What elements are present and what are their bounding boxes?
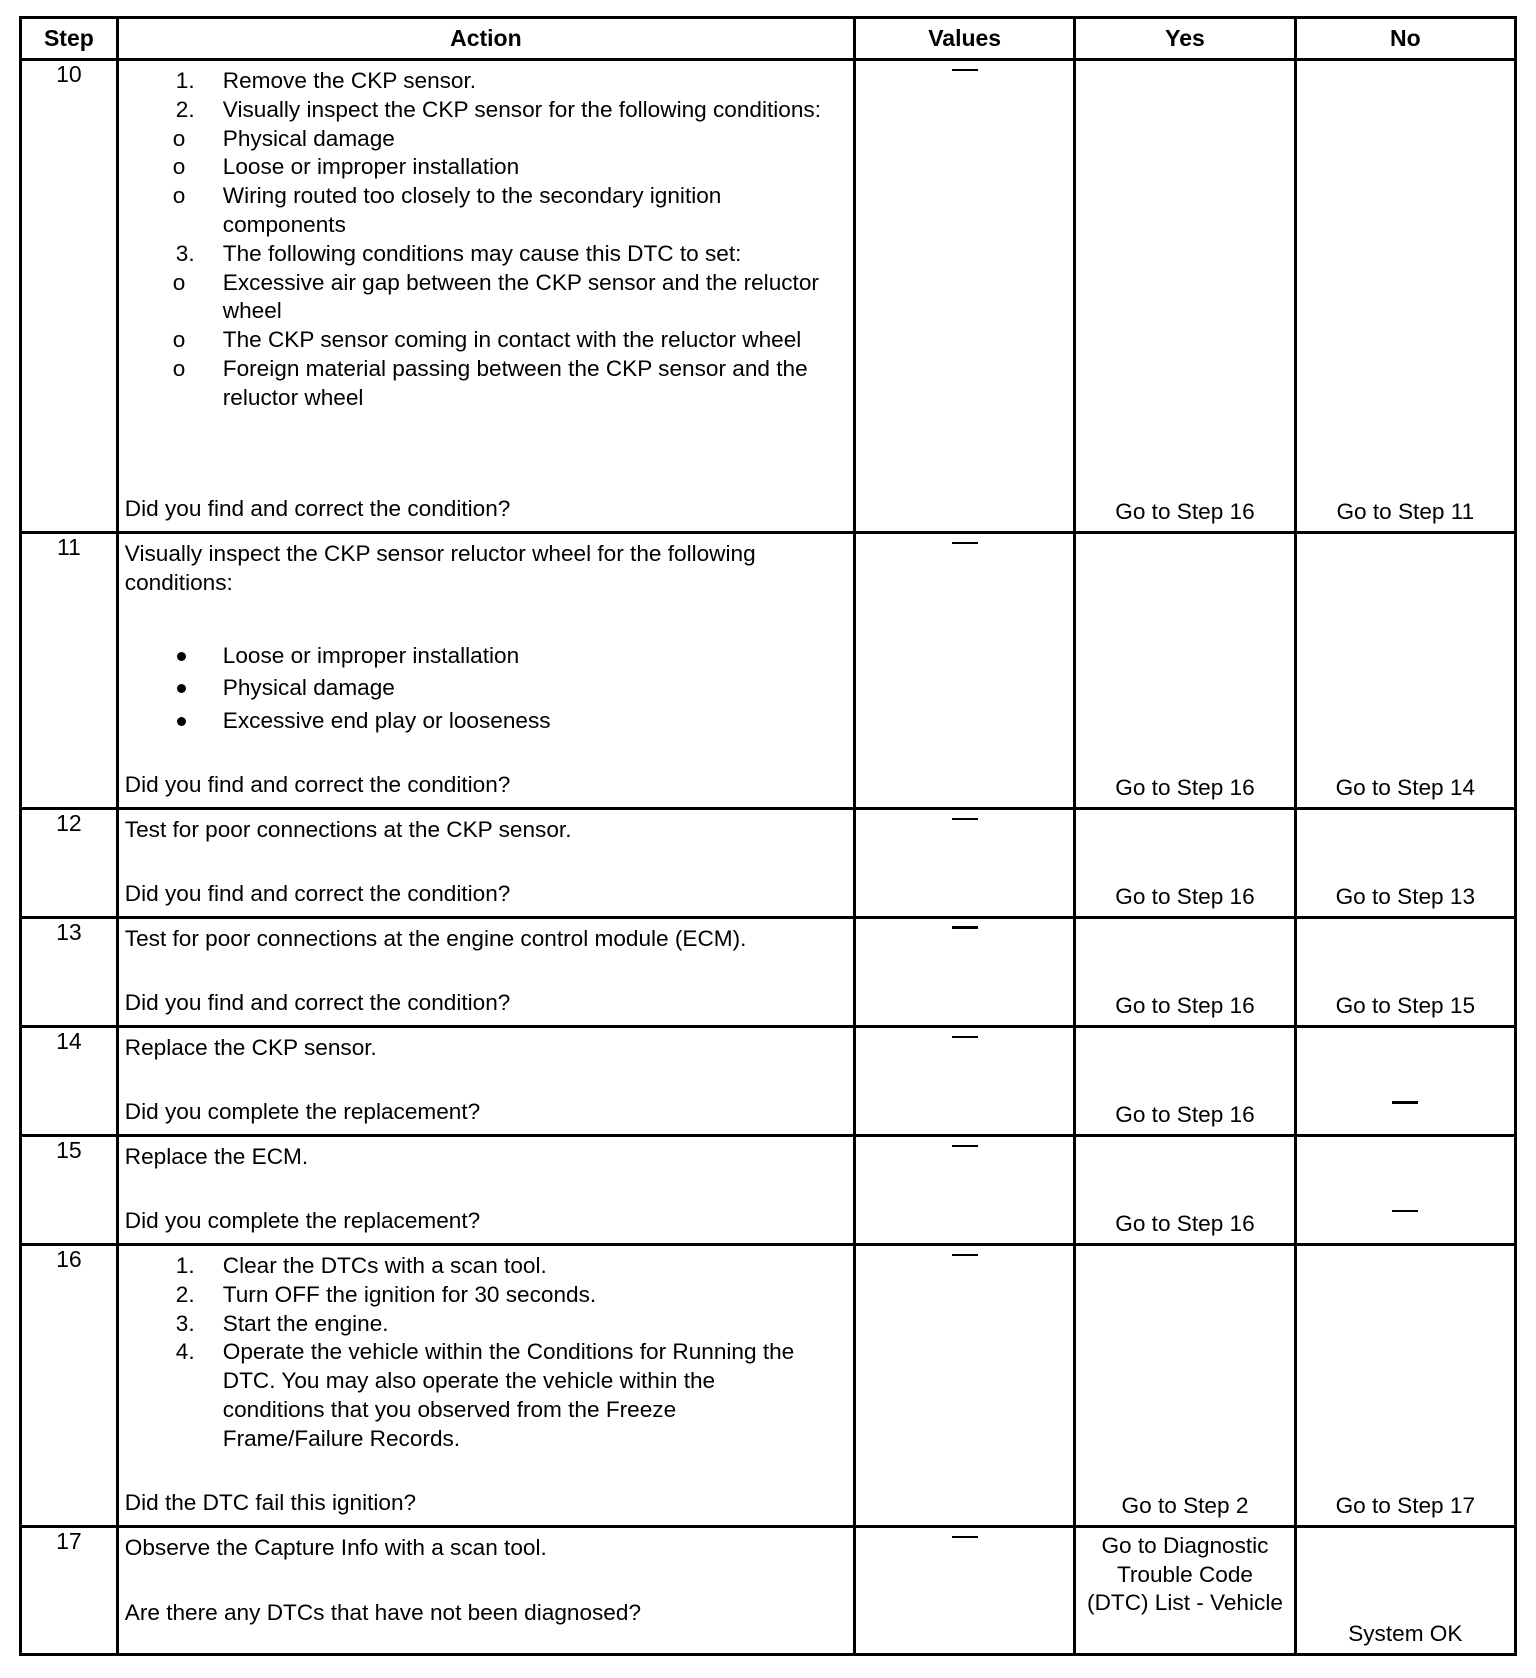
yes-cell: Go to Step 2 — [1075, 1245, 1295, 1527]
dash-mark — [952, 1145, 978, 1147]
table-row — [21, 533, 1516, 809]
step-number: 10 — [21, 60, 118, 533]
action-text: Test for poor connections at the engine control module (ECM). — [124, 926, 747, 951]
step-number: 13 — [21, 918, 118, 1027]
dash-mark — [952, 926, 978, 929]
dtc-list-link: Go to Diagnostic Trouble Code (DTC) List - Vehicle — [1087, 1533, 1283, 1616]
dash-mark — [952, 818, 978, 820]
yes-cell: Go to Step 16 — [1075, 918, 1295, 1027]
action-cell — [117, 60, 854, 533]
sub-item: o Excessive air gap between the CKP sensor and the reluctor wheel — [172, 269, 819, 324]
step-number: 11 — [21, 533, 118, 809]
values-cell — [854, 1136, 1074, 1245]
question: Did you find and correct the condition? — [124, 772, 511, 798]
dash-mark — [952, 1254, 978, 1256]
sub-item: o Physical damage — [172, 125, 395, 151]
action-intro: Visually inspect the CKP sensor reluctor wheel for the following conditions: — [124, 541, 756, 595]
yes-cell — [1075, 1527, 1295, 1655]
action-text: Observe the Capture Info with a scan tool. — [124, 1535, 547, 1560]
header-row — [21, 18, 1516, 60]
question: Did you complete the replacement? — [124, 1099, 481, 1125]
diagnostic-table — [19, 16, 1517, 1656]
list-item: 2. Turn OFF the ignition for 30 seconds. — [175, 1281, 597, 1307]
table-row — [21, 809, 1516, 918]
table-row — [21, 1136, 1516, 1245]
sub-item: o Wiring routed too closely to the secondary ignition components — [172, 183, 722, 237]
yes-cell: Go to Step 16 — [1075, 1027, 1295, 1136]
values-cell — [854, 1245, 1074, 1527]
question: Are there any DTCs that have not been diagnosed? — [124, 1600, 642, 1626]
bullet-item: Physical damage — [125, 672, 847, 705]
dash-mark — [1392, 1210, 1418, 1212]
sub-item: o Loose or improper installation — [172, 154, 520, 180]
action-text: Test for poor connections at the CKP sensor. — [124, 817, 572, 842]
values-cell — [854, 918, 1074, 1027]
header-yes: Yes — [1075, 18, 1295, 60]
values-cell — [854, 60, 1074, 533]
table-row — [21, 1527, 1516, 1655]
header-step: Step — [21, 18, 118, 60]
list-item: 2. Visually inspect the CKP sensor for the following conditions: o Physical damage o Loose or improper installation o Wiring routed too closely to the secondary ignition components — [125, 96, 847, 240]
step-number: 17 — [21, 1527, 118, 1655]
table-row — [21, 918, 1516, 1027]
question: Did you find and correct the condition? — [124, 990, 511, 1016]
action-text: Replace the CKP sensor. — [124, 1035, 377, 1060]
table-row — [21, 1245, 1516, 1527]
no-cell: Go to Step 17 — [1295, 1245, 1515, 1527]
question: Did you find and correct the condition? — [124, 496, 511, 522]
yes-cell: Go to Step 16 — [1075, 809, 1295, 918]
no-cell: System OK — [1295, 1527, 1515, 1655]
header-action: Action — [117, 18, 854, 60]
dash-mark — [952, 69, 978, 71]
no-cell: Go to Step 11 — [1295, 60, 1515, 533]
action-cell — [117, 1027, 854, 1136]
table-row — [21, 60, 1516, 533]
no-cell — [1295, 1136, 1515, 1245]
no-cell: Go to Step 13 — [1295, 809, 1515, 918]
bullet-item: Excessive end play or looseness — [125, 705, 847, 738]
action-text: Replace the ECM. — [124, 1144, 309, 1169]
action-cell — [117, 809, 854, 918]
step-number: 14 — [21, 1027, 118, 1136]
dash-mark — [952, 1036, 978, 1038]
action-cell — [117, 1136, 854, 1245]
yes-cell: Go to Step 16 — [1075, 60, 1295, 533]
table-row — [21, 1027, 1516, 1136]
dash-mark — [1392, 1101, 1418, 1104]
sub-item: o Foreign material passing between the CKP sensor and the reluctor wheel — [172, 355, 808, 410]
step-number: 16 — [21, 1245, 118, 1527]
list-item: 1. Clear the DTCs with a scan tool. — [175, 1253, 547, 1278]
values-cell — [854, 1027, 1074, 1136]
header-no: No — [1295, 18, 1515, 60]
step-number: 15 — [21, 1136, 118, 1245]
action-cell — [117, 1527, 854, 1655]
action-cell — [117, 918, 854, 1027]
question: Did the DTC fail this ignition? — [124, 1490, 417, 1516]
list-item: 3. The following conditions may cause this DTC to set: o Excessive air gap between the CKP sensor and the reluctor wheel o The CKP sensor coming in contact with the reluctor wheel o Foreign material passing between the CKP sensor and the reluctor wheel — [125, 240, 847, 413]
sub-item: o The CKP sensor coming in contact with the reluctor wheel — [172, 327, 802, 353]
list-item: 4. Operate the vehicle within the Conditions for Running the DTC. You may also operate the vehicle within the conditions that you observed from the Freeze Frame/Failure Records. — [175, 1339, 795, 1451]
list-item: 3. Start the engine. — [175, 1310, 389, 1336]
action-cell — [117, 533, 854, 809]
bullet-item: Loose or improper installation — [125, 640, 847, 673]
dash-mark — [952, 542, 978, 544]
values-cell — [854, 1527, 1074, 1655]
dash-mark — [952, 1536, 978, 1538]
question: Did you complete the replacement? — [124, 1208, 481, 1234]
no-cell — [1295, 1027, 1515, 1136]
action-cell — [117, 1245, 854, 1527]
header-values: Values — [854, 18, 1074, 60]
values-cell — [854, 809, 1074, 918]
values-cell — [854, 533, 1074, 809]
no-cell: Go to Step 15 — [1295, 918, 1515, 1027]
yes-cell: Go to Step 16 — [1075, 1136, 1295, 1245]
no-cell: Go to Step 14 — [1295, 533, 1515, 809]
yes-cell: Go to Step 16 — [1075, 533, 1295, 809]
step-number: 12 — [21, 809, 118, 918]
list-item: 1. Remove the CKP sensor. — [175, 68, 477, 93]
question: Did you find and correct the condition? — [124, 881, 511, 907]
